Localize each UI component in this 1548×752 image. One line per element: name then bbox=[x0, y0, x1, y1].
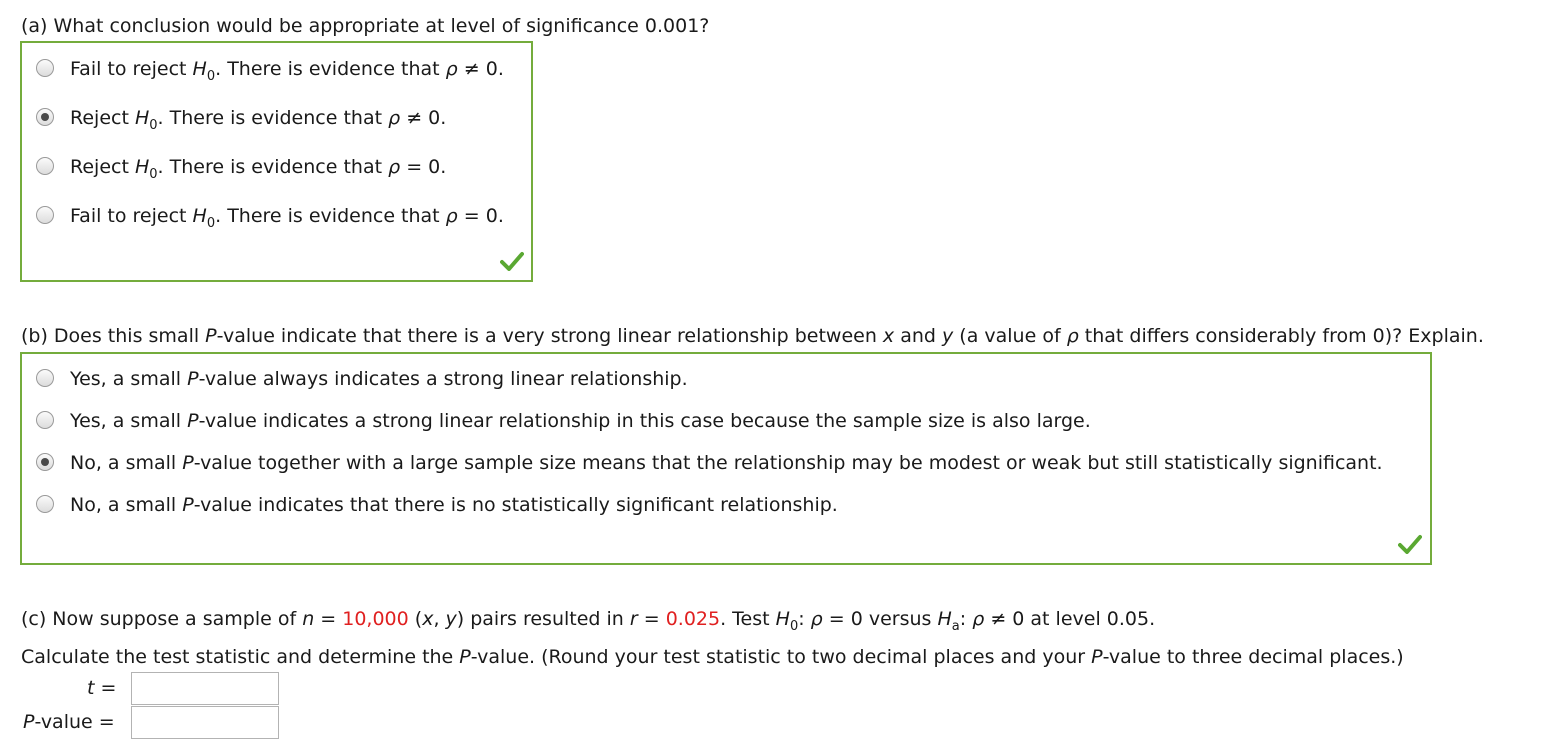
radio-b-4[interactable] bbox=[36, 495, 54, 513]
t-statistic-input[interactable] bbox=[131, 672, 279, 705]
question-c-line1: (c) Now suppose a sample of n = 10,000 (x, y) pairs resulted in r = 0.025. Test $H_0$: ρ = 0 versus $H_a$: ρ ≠ 0 at level 0.05. bbox=[21, 608, 1156, 634]
p-value-label: P-value = bbox=[23, 711, 115, 733]
radio-b-2[interactable] bbox=[36, 411, 54, 429]
answer-box-a bbox=[20, 41, 533, 282]
p-value-input[interactable] bbox=[131, 706, 279, 739]
t-statistic-label: t = bbox=[87, 677, 117, 699]
radio-a-4[interactable] bbox=[36, 206, 54, 224]
option-label: Yes, a small P-value indicates a strong linear relationship in this case because the sample size is also large. bbox=[70, 410, 1091, 432]
option-label: Yes, a small P-value always indicates a strong linear relationship. bbox=[70, 368, 688, 390]
option-label: Fail to reject $H_0$. There is evidence that ρ = 0. bbox=[70, 205, 504, 231]
green-checkmark-icon bbox=[500, 251, 524, 271]
correlation-value: 0.025 bbox=[665, 608, 721, 630]
question-a: (a) What conclusion would be appropriate at level of significance 0.001? bbox=[21, 15, 710, 37]
option-label: Reject $H_0$. There is evidence that ρ = 0. bbox=[70, 156, 447, 182]
radio-a-3[interactable] bbox=[36, 157, 54, 175]
answer-box-b bbox=[20, 352, 1432, 565]
radio-b-1[interactable] bbox=[36, 369, 54, 387]
option-label: No, a small P-value indicates that there is no statistically significant relationship. bbox=[70, 494, 838, 516]
radio-a-2-selected[interactable] bbox=[36, 108, 54, 126]
option-label: No, a small P-value together with a large sample size means that the relationship may be modest or weak but still statistically significant. bbox=[70, 452, 1383, 474]
option-label: Fail to reject $H_0$. There is evidence that ρ ≠ 0. bbox=[70, 58, 504, 84]
radio-b-3-selected[interactable] bbox=[36, 453, 54, 471]
green-checkmark-icon bbox=[1398, 534, 1422, 554]
question-b: (b) Does this small P-value indicate that there is a very strong linear relationship between x and y (a value of ρ that differs considerably from 0)? Explain. bbox=[21, 325, 1484, 347]
option-label: Reject $H_0$. There is evidence that ρ ≠ 0. bbox=[70, 107, 447, 133]
radio-a-1[interactable] bbox=[36, 59, 54, 77]
sample-size-value: 10,000 bbox=[342, 608, 409, 630]
question-c-line2: Calculate the test statistic and determine the P-value. (Round your test statistic to two decimal places and your P-value to three decimal places.) bbox=[21, 646, 1404, 668]
